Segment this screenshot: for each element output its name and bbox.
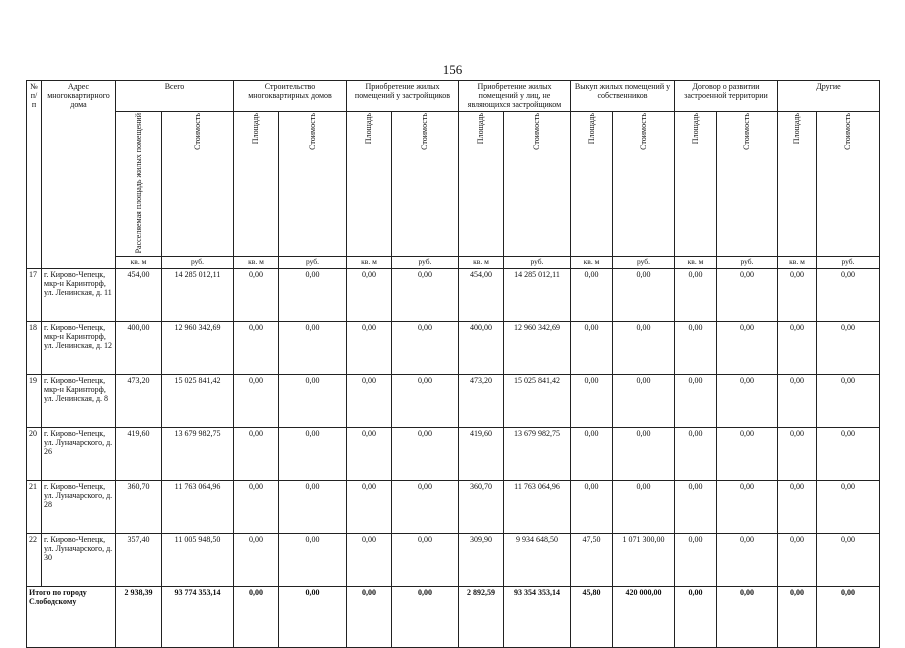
- total-value-cell: 420 000,00: [613, 586, 675, 647]
- value-cell: 0,00: [347, 533, 392, 586]
- value-cell: 0,00: [234, 374, 279, 427]
- total-value-cell: 0,00: [347, 586, 392, 647]
- value-cell: 0,00: [392, 374, 459, 427]
- subheader-area-cell: [116, 111, 162, 257]
- row-address: г. Кирово-Чепецк, мкр-н Каринторф, ул. Ленинская, д. 8: [42, 374, 116, 427]
- unit-cost: руб.: [392, 257, 459, 269]
- subheader-cost-cell: [504, 111, 571, 257]
- subheader-area: Площадь: [792, 112, 802, 144]
- subheader-area: Площадь: [586, 112, 596, 144]
- subheader-area-cell: [347, 111, 392, 257]
- subheader-cost: Стоимость: [307, 112, 317, 150]
- total-value-cell: 0,00: [392, 586, 459, 647]
- value-cell: 0,00: [279, 374, 347, 427]
- value-cell: 0,00: [347, 321, 392, 374]
- row-address: г. Кирово-Чепецк, ул. Луначарского, д. 30: [42, 533, 116, 586]
- value-cell: 0,00: [392, 427, 459, 480]
- value-cell: 0,00: [234, 480, 279, 533]
- housing-resettlement-table: [26, 80, 880, 648]
- total-value-cell: 0,00: [279, 586, 347, 647]
- value-cell: 47,50: [571, 533, 613, 586]
- value-cell: 0,00: [571, 268, 613, 321]
- row-number: 19: [27, 374, 42, 427]
- subheader-area-cell: [778, 111, 817, 257]
- table-row: [27, 268, 880, 321]
- value-cell: 15 025 841,42: [162, 374, 234, 427]
- group-header: Выкуп жилых помещений у собственников: [571, 81, 675, 112]
- value-cell: 0,00: [613, 268, 675, 321]
- subheader-cost-cell: [279, 111, 347, 257]
- value-cell: 454,00: [116, 268, 162, 321]
- value-cell: 0,00: [817, 268, 880, 321]
- value-cell: 0,00: [717, 268, 778, 321]
- group-header: Приобретение жилых помещений у лиц, не являющихся застройщиком: [459, 81, 571, 112]
- total-value-cell: 0,00: [675, 586, 717, 647]
- unit-area: кв. м: [571, 257, 613, 269]
- unit-cost: руб.: [504, 257, 571, 269]
- value-cell: 0,00: [778, 480, 817, 533]
- subheader-area-cell: [234, 111, 279, 257]
- unit-area: кв. м: [116, 257, 162, 269]
- total-value-cell: 0,00: [717, 586, 778, 647]
- value-cell: 309,90: [459, 533, 504, 586]
- row-number: 17: [27, 268, 42, 321]
- value-cell: 0,00: [347, 480, 392, 533]
- value-cell: 0,00: [279, 427, 347, 480]
- value-cell: 12 960 342,69: [162, 321, 234, 374]
- row-number: 21: [27, 480, 42, 533]
- subheader-area: Площадь: [251, 112, 261, 144]
- unit-area: кв. м: [459, 257, 504, 269]
- value-cell: 11 005 948,50: [162, 533, 234, 586]
- unit-cost: руб.: [279, 257, 347, 269]
- value-cell: 13 679 982,75: [162, 427, 234, 480]
- value-cell: 0,00: [234, 533, 279, 586]
- subheader-cost: Стоимость: [192, 112, 202, 150]
- value-cell: 0,00: [613, 374, 675, 427]
- value-cell: 0,00: [817, 321, 880, 374]
- subheader-cost-cell: [613, 111, 675, 257]
- value-cell: 0,00: [675, 321, 717, 374]
- value-cell: 0,00: [234, 321, 279, 374]
- total-value-cell: 93 354 353,14: [504, 586, 571, 647]
- subheader-area: Площадь: [364, 112, 374, 144]
- value-cell: 11 763 064,96: [162, 480, 234, 533]
- value-cell: 419,60: [116, 427, 162, 480]
- group-header: Другие: [778, 81, 880, 112]
- row-number: 20: [27, 427, 42, 480]
- value-cell: 0,00: [613, 321, 675, 374]
- subheader-cost: Стоимость: [532, 112, 542, 150]
- total-value-cell: 93 774 353,14: [162, 586, 234, 647]
- value-cell: 0,00: [817, 480, 880, 533]
- unit-cost: руб.: [717, 257, 778, 269]
- row-number: 22: [27, 533, 42, 586]
- value-cell: 0,00: [571, 374, 613, 427]
- value-cell: 0,00: [717, 427, 778, 480]
- row-address: г. Кирово-Чепецк, ул. Луначарского, д. 26: [42, 427, 116, 480]
- value-cell: 0,00: [717, 321, 778, 374]
- unit-cost: руб.: [817, 257, 880, 269]
- row-address: г. Кирово-Чепецк, ул. Луначарского, д. 28: [42, 480, 116, 533]
- value-cell: 0,00: [675, 374, 717, 427]
- table-row: [27, 427, 880, 480]
- value-cell: 360,70: [116, 480, 162, 533]
- subheader-area: Площадь: [476, 112, 486, 144]
- subheader-cost: Стоимость: [638, 112, 648, 150]
- total-row: [27, 586, 880, 647]
- table-row: [27, 480, 880, 533]
- col-number-header: № п/п: [27, 81, 42, 269]
- total-value-cell: 0,00: [234, 586, 279, 647]
- unit-area: кв. м: [778, 257, 817, 269]
- total-value-cell: 2 892,59: [459, 586, 504, 647]
- value-cell: 400,00: [116, 321, 162, 374]
- value-cell: 13 679 982,75: [504, 427, 571, 480]
- value-cell: 0,00: [675, 268, 717, 321]
- value-cell: 0,00: [817, 533, 880, 586]
- value-cell: 14 285 012,11: [504, 268, 571, 321]
- value-cell: 0,00: [392, 533, 459, 586]
- value-cell: 0,00: [778, 374, 817, 427]
- total-value-cell: 0,00: [778, 586, 817, 647]
- value-cell: 454,00: [459, 268, 504, 321]
- value-cell: 357,40: [116, 533, 162, 586]
- value-cell: 0,00: [675, 480, 717, 533]
- total-value-cell: 45,80: [571, 586, 613, 647]
- table-row: [27, 533, 880, 586]
- value-cell: 14 285 012,11: [162, 268, 234, 321]
- unit-area: кв. м: [347, 257, 392, 269]
- subheader-cost-cell: [817, 111, 880, 257]
- total-value-cell: 0,00: [817, 586, 880, 647]
- value-cell: 0,00: [675, 427, 717, 480]
- group-header: Договор о развитии застроенной территории: [675, 81, 778, 112]
- value-cell: 0,00: [392, 480, 459, 533]
- unit-cost: руб.: [613, 257, 675, 269]
- value-cell: 0,00: [347, 427, 392, 480]
- value-cell: 400,00: [459, 321, 504, 374]
- unit-cost: руб.: [162, 257, 234, 269]
- value-cell: 9 934 648,50: [504, 533, 571, 586]
- value-cell: 0,00: [571, 321, 613, 374]
- subheader-cost: Стоимость: [420, 112, 430, 150]
- value-cell: 0,00: [279, 268, 347, 321]
- value-cell: 0,00: [817, 374, 880, 427]
- value-cell: 0,00: [571, 427, 613, 480]
- group-header: Строительство многоквартирных домов: [234, 81, 347, 112]
- value-cell: 0,00: [279, 321, 347, 374]
- value-cell: 0,00: [778, 321, 817, 374]
- value-cell: 0,00: [234, 268, 279, 321]
- value-cell: 0,00: [717, 374, 778, 427]
- units-row: [27, 257, 880, 269]
- value-cell: 12 960 342,69: [504, 321, 571, 374]
- subheader-area: Расселяемая площадь жилых помещений: [133, 112, 143, 253]
- row-address: г. Кирово-Чепецк, мкр-н Каринторф, ул. Ленинская, д. 11: [42, 268, 116, 321]
- value-cell: 0,00: [347, 374, 392, 427]
- value-cell: 0,00: [778, 427, 817, 480]
- value-cell: 360,70: [459, 480, 504, 533]
- value-cell: 0,00: [347, 268, 392, 321]
- unit-area: кв. м: [675, 257, 717, 269]
- value-cell: 0,00: [392, 268, 459, 321]
- page-number: 156: [442, 62, 463, 77]
- value-cell: 15 025 841,42: [504, 374, 571, 427]
- subheader-cost-cell: [392, 111, 459, 257]
- value-cell: 0,00: [817, 427, 880, 480]
- group-header: Приобретение жилых помещений у застройщиков: [347, 81, 459, 112]
- subheader-area-cell: [571, 111, 613, 257]
- subheader-cost-cell: [717, 111, 778, 257]
- value-cell: 0,00: [778, 533, 817, 586]
- group-header: Всего: [116, 81, 234, 112]
- value-cell: 0,00: [392, 321, 459, 374]
- table-row: [27, 321, 880, 374]
- value-cell: 0,00: [717, 480, 778, 533]
- value-cell: 0,00: [234, 427, 279, 480]
- header-row: [27, 81, 880, 112]
- unit-area: кв. м: [234, 257, 279, 269]
- subheader-row: [27, 111, 880, 257]
- value-cell: 1 071 300,00: [613, 533, 675, 586]
- subheader-area-cell: [675, 111, 717, 257]
- value-cell: 0,00: [613, 480, 675, 533]
- total-label: Итого по городу Слободскому: [27, 586, 116, 647]
- value-cell: 0,00: [279, 480, 347, 533]
- table-row: [27, 374, 880, 427]
- row-address: г. Кирово-Чепецк, мкр-н Каринторф, ул. Ленинская, д. 12: [42, 321, 116, 374]
- value-cell: 473,20: [459, 374, 504, 427]
- value-cell: 0,00: [571, 480, 613, 533]
- subheader-area-cell: [459, 111, 504, 257]
- row-number: 18: [27, 321, 42, 374]
- value-cell: 0,00: [675, 533, 717, 586]
- value-cell: 0,00: [717, 533, 778, 586]
- subheader-area: Площадь: [690, 112, 700, 144]
- subheader-cost-cell: [162, 111, 234, 257]
- subheader-cost: Стоимость: [843, 112, 853, 150]
- col-address-header: Адрес многоквартирного дома: [42, 81, 116, 269]
- value-cell: 473,20: [116, 374, 162, 427]
- value-cell: 11 763 064,96: [504, 480, 571, 533]
- value-cell: 0,00: [279, 533, 347, 586]
- value-cell: 0,00: [778, 268, 817, 321]
- value-cell: 419,60: [459, 427, 504, 480]
- total-value-cell: 2 938,39: [116, 586, 162, 647]
- subheader-cost: Стоимость: [742, 112, 752, 150]
- value-cell: 0,00: [613, 427, 675, 480]
